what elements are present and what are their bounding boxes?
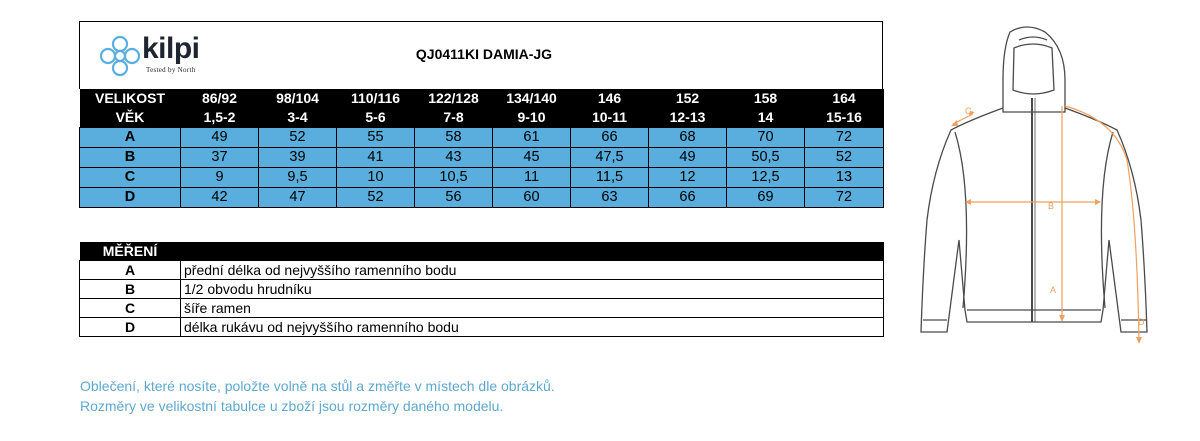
table-cell: 49: [649, 148, 727, 168]
table-cell: 69: [727, 188, 805, 208]
size-table: [79, 89, 884, 208]
instruction-line: Rozměry ve velikostní tabulce u zboží jsou rozměry daného modelu.: [80, 398, 504, 414]
table-cell: 52: [337, 188, 415, 208]
table-cell: 49: [181, 128, 259, 148]
diagram-label-d: D: [1138, 317, 1145, 327]
instruction-line: Oblečení, které nosíte, položte volně na stůl a změřte v místech dle obrázků.: [80, 378, 555, 394]
table-cell: 42: [181, 188, 259, 208]
table-cell: 45: [493, 148, 571, 168]
age-cell: 10-11: [571, 108, 649, 128]
age-cell: 14: [727, 108, 805, 128]
table-cell: 12: [649, 168, 727, 188]
table-cell: 13: [805, 168, 884, 188]
table-cell: 43: [415, 148, 493, 168]
table-cell: 66: [571, 128, 649, 148]
list-item: [80, 318, 884, 337]
table-cell: 47: [259, 188, 337, 208]
row-key: D: [80, 188, 181, 208]
table-cell: 12,5: [727, 168, 805, 188]
table-cell: 37: [181, 148, 259, 168]
age-cell: 7-8: [415, 108, 493, 128]
size-cell: 86/92: [181, 89, 259, 108]
brand-name: kilpi: [142, 32, 200, 65]
age-cell: 15-16: [805, 108, 884, 128]
size-cell: 164: [805, 89, 884, 108]
table-cell: 47,5: [571, 148, 649, 168]
size-cell: 152: [649, 89, 727, 108]
table-cell: 72: [805, 128, 884, 148]
size-chart-header: [79, 21, 883, 89]
size-cell: 110/116: [337, 89, 415, 108]
table-cell: 11,5: [571, 168, 649, 188]
legend-desc: šíře ramen: [181, 299, 884, 318]
diagram-label-a: A: [1050, 285, 1057, 295]
table-cell: 58: [415, 128, 493, 148]
table-cell: 66: [649, 188, 727, 208]
size-label: VELIKOST: [80, 89, 181, 108]
legend-title: MĚŘENÍ: [80, 242, 181, 261]
table-cell: 11: [493, 168, 571, 188]
row-key: C: [80, 168, 181, 188]
legend-desc: 1/2 obvodu hrudníku: [181, 280, 884, 299]
legend-key: C: [80, 299, 181, 318]
brand-tagline: Tested by North: [146, 66, 196, 74]
diagram-label-c: C: [965, 106, 972, 116]
age-label: VĚK: [80, 108, 181, 128]
age-cell: 12-13: [649, 108, 727, 128]
table-cell: 63: [571, 188, 649, 208]
age-cell: 9-10: [493, 108, 571, 128]
table-cell: 9: [181, 168, 259, 188]
size-cell: 146: [571, 89, 649, 108]
table-cell: 52: [259, 128, 337, 148]
legend-key: A: [80, 261, 181, 280]
table-cell: 61: [493, 128, 571, 148]
instructions: [80, 376, 555, 416]
jacket-diagram-icon: [915, 20, 1155, 350]
table-cell: 55: [337, 128, 415, 148]
table-row: [80, 188, 884, 208]
list-item: [80, 261, 884, 280]
table-cell: 70: [727, 128, 805, 148]
legend-key: B: [80, 280, 181, 299]
list-item: [80, 280, 884, 299]
table-cell: 72: [805, 188, 884, 208]
table-cell: 60: [493, 188, 571, 208]
age-cell: 3-4: [259, 108, 337, 128]
table-cell: 68: [649, 128, 727, 148]
size-cell: 98/104: [259, 89, 337, 108]
row-key: A: [80, 128, 181, 148]
legend-desc: délka rukávu od nejvyššího ramenního bodu: [181, 318, 884, 337]
diagram-label-b: B: [1048, 201, 1055, 211]
table-row: [80, 168, 884, 188]
legend-header: [80, 242, 884, 261]
table-row: [80, 128, 884, 148]
jacket-diagram: [915, 20, 1155, 350]
table-cell: 10,5: [415, 168, 493, 188]
legend-desc: přední délka od nejvyššího ramenního bodu: [181, 261, 884, 280]
table-cell: 39: [259, 148, 337, 168]
age-header-row: [80, 108, 884, 128]
table-cell: 50,5: [727, 148, 805, 168]
legend-table: [79, 242, 884, 337]
table-cell: 52: [805, 148, 884, 168]
measurement-legend: [79, 242, 883, 337]
size-cell: 158: [727, 89, 805, 108]
age-cell: 1,5-2: [181, 108, 259, 128]
table-row: [80, 148, 884, 168]
size-header-row: [80, 89, 884, 108]
table-cell: 41: [337, 148, 415, 168]
size-cell: 134/140: [493, 89, 571, 108]
table-cell: 9,5: [259, 168, 337, 188]
product-code: QJ0411KI DAMIA-JG: [415, 46, 553, 62]
legend-key: D: [80, 318, 181, 337]
row-key: B: [80, 148, 181, 168]
size-cell: 122/128: [415, 89, 493, 108]
table-cell: 56: [415, 188, 493, 208]
list-item: [80, 299, 884, 318]
age-cell: 5-6: [337, 108, 415, 128]
size-chart: [79, 21, 883, 208]
table-cell: 10: [337, 168, 415, 188]
